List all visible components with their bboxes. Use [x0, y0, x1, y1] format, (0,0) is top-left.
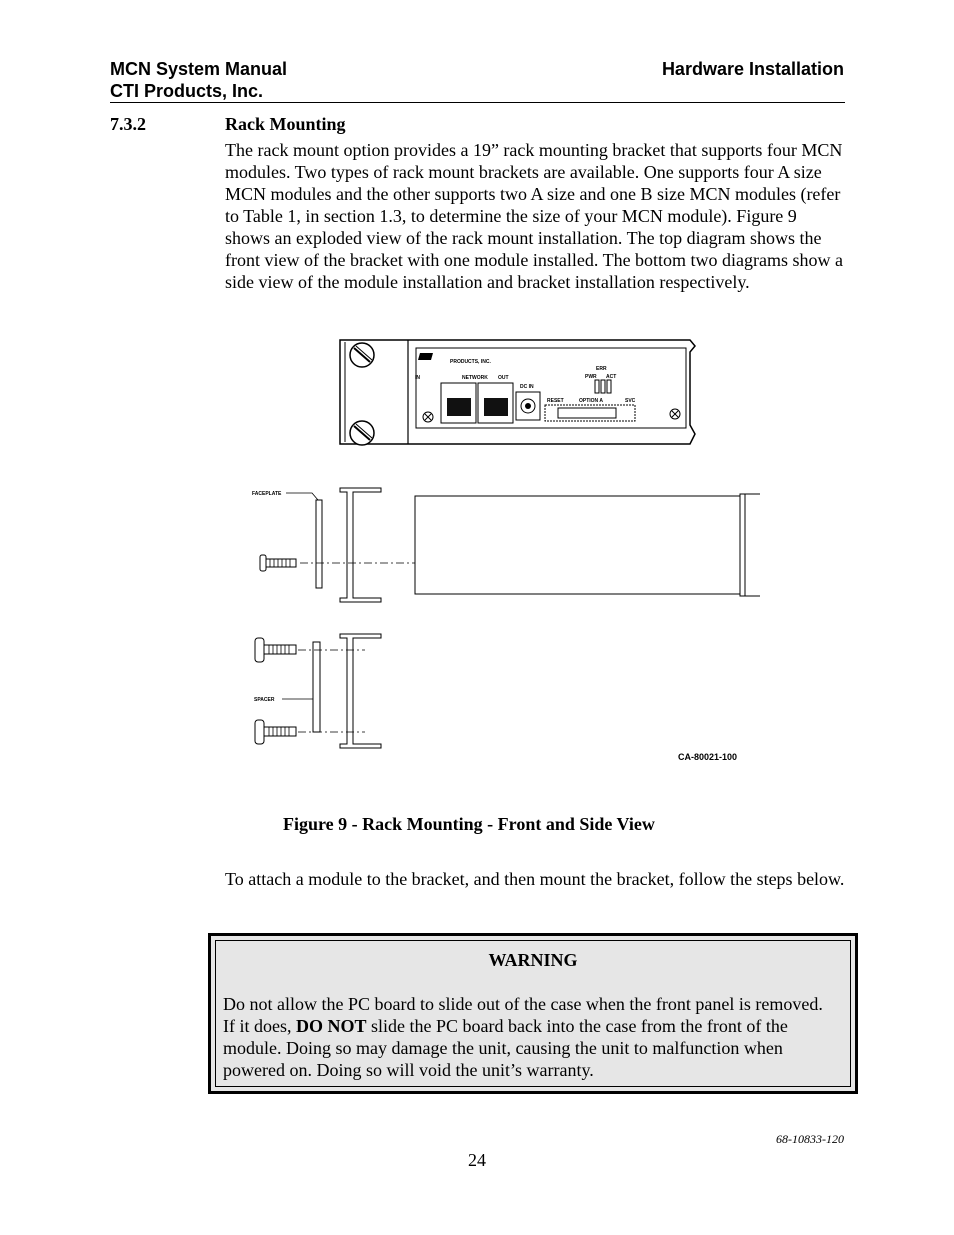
- module-screw: [260, 555, 296, 571]
- dc-in-label: DC IN: [520, 384, 534, 390]
- bracket-screw-upper: [255, 638, 296, 662]
- figure-rack-mounting: [240, 330, 760, 780]
- drawing-number: CA-80021-100: [678, 752, 738, 762]
- out-label: OUT: [498, 375, 509, 381]
- brand-label: PRODUCTS, INC.: [450, 359, 491, 365]
- module-faceplate: [415, 348, 686, 428]
- reset-label: RESET: [547, 398, 564, 404]
- side-view-module-installation: [252, 488, 760, 602]
- network-label: NETWORK: [462, 375, 488, 381]
- bracket-screw-bottom: [350, 421, 374, 445]
- spacer-label: SPACER: [254, 697, 275, 703]
- document-number: 68-10833-120: [776, 1132, 844, 1146]
- side-view-bracket-installation: [254, 634, 381, 748]
- section-number: 7.3.2: [110, 114, 146, 134]
- in-label: IN: [415, 375, 420, 381]
- warning-text: [223, 993, 833, 1081]
- warning-text-before: Do not allow the PC board to slide out of the case when the front panel is removed. If it does,: [223, 994, 823, 1036]
- rack-mount-diagram: [240, 330, 760, 780]
- steps-intro: To attach a module to the bracket, and then mount the bracket, follow the steps below.: [225, 869, 845, 889]
- warning-box: [208, 933, 858, 1094]
- section-paragraph: The rack mount option provides a 19” rack mounting bracket that supports four MCN modules. Two types of rack mount brackets are available. One supports four A size MCN modules and the other supports two A size and one B size MCN modules (refer to Table 1, in section 1.3, to determine the size of your MCN module). Figure 9 shows an exploded view of the rack mount installation. The top diagram shows the front view of the bracket with one module installed. The bottom two diagrams show a side view of the module installation and bracket installation respectively.: [225, 140, 844, 292]
- header-manual-title: MCN System Manual: [110, 59, 288, 79]
- err-label: ERR: [596, 366, 607, 372]
- header-rule: [110, 102, 845, 103]
- front-view-bracket: [340, 340, 695, 445]
- faceplate-label: FACEPLATE: [252, 491, 282, 497]
- warning-title: WARNING: [488, 950, 578, 970]
- bracket-screw-lower: [255, 720, 296, 744]
- warning-text-after: slide the PC board back into the case from the front of the module. Doing so may damage the unit, causing the unit to malfunction when powered on. Doing so will void the unit’s warranty.: [223, 1016, 788, 1080]
- svc-label: SVC: [625, 398, 636, 404]
- warning-text-bold: DO NOT: [295, 1016, 367, 1036]
- header-company: CTI Products, Inc.: [110, 81, 264, 101]
- module-case-side: [415, 494, 760, 596]
- section-title: Rack Mounting: [225, 114, 346, 134]
- figure-caption: Figure 9 - Rack Mounting - Front and Side View: [283, 814, 655, 834]
- option-a-label: OPTION A: [579, 398, 603, 404]
- header-chapter: Hardware Installation: [661, 59, 844, 79]
- pwr-label: PWR: [585, 374, 597, 380]
- bracket-screw-top: [350, 343, 374, 367]
- act-label: ACT: [606, 374, 617, 380]
- page-number: 24: [468, 1150, 486, 1170]
